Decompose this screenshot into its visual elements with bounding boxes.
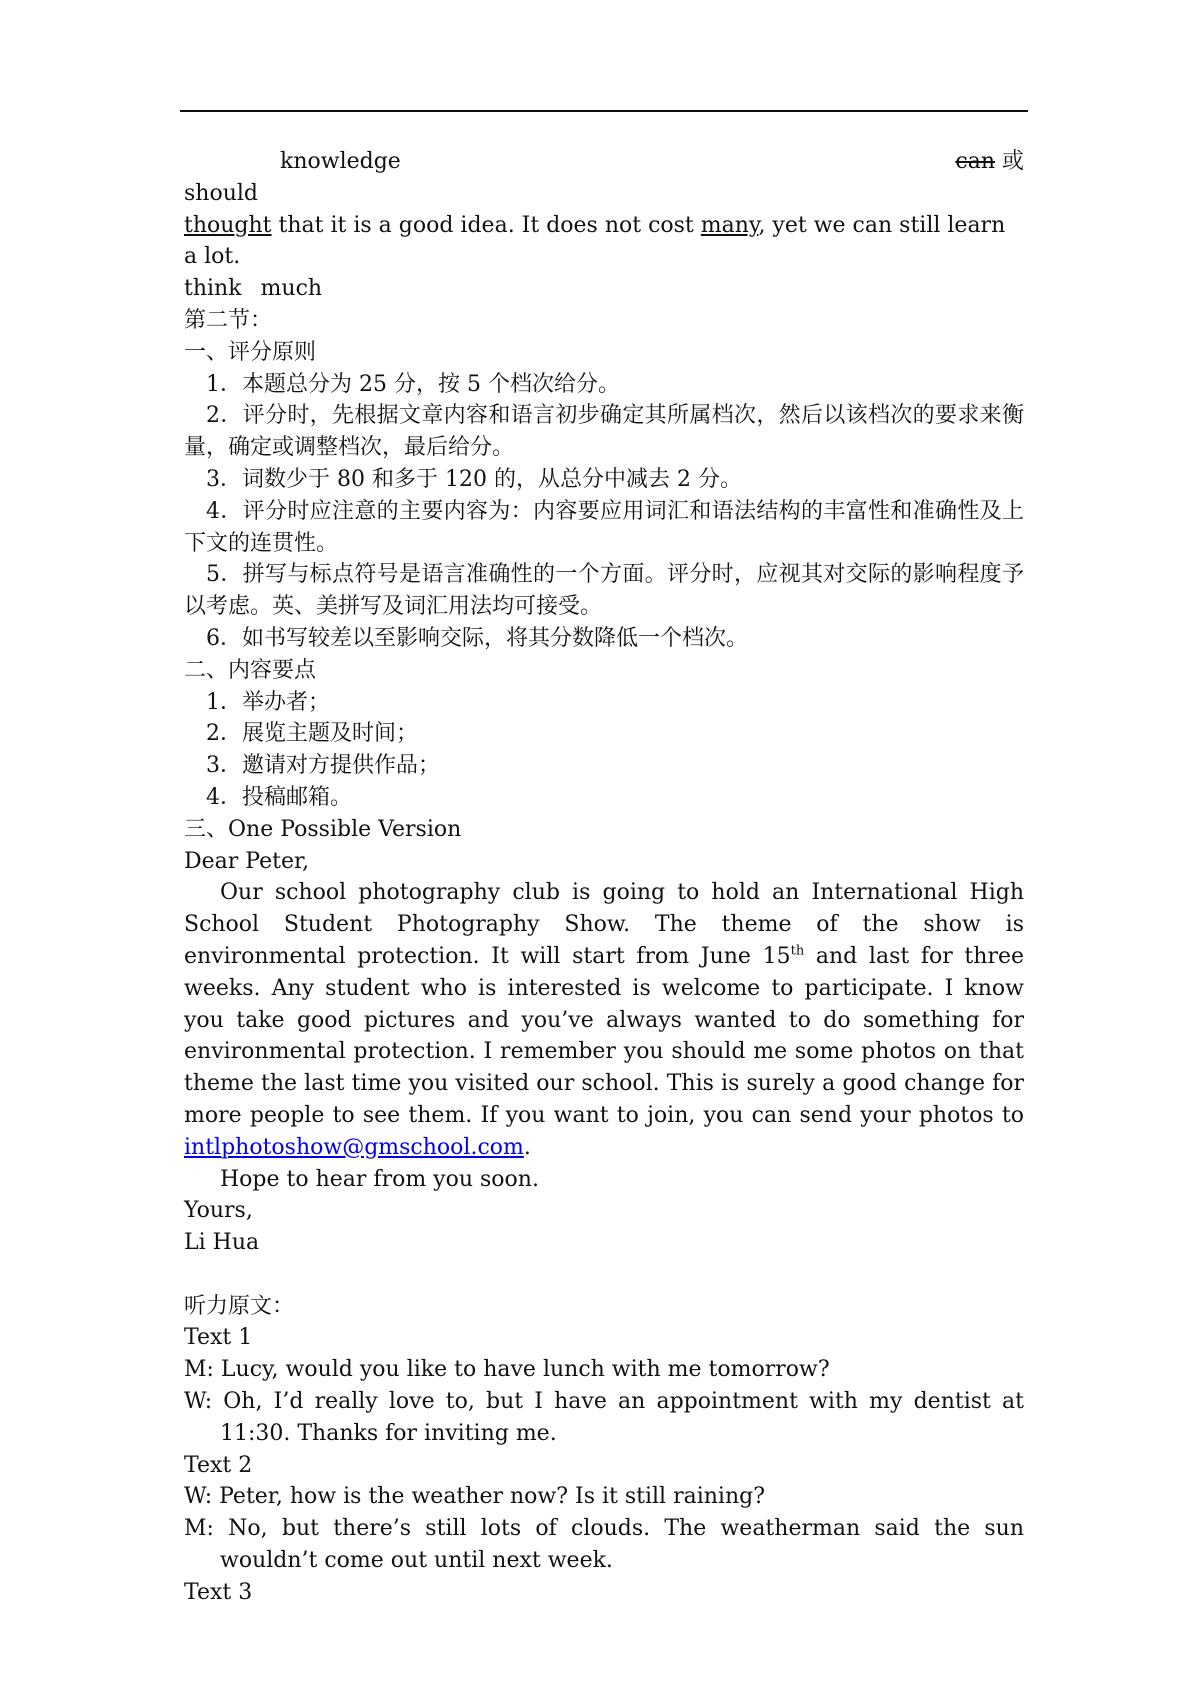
spacer: [184, 1259, 1024, 1291]
dialogue-line: M: Lucy, would you like to have lunch with me tomorrow?: [184, 1357, 830, 1383]
letter-closing-line: Hope to hear from you soon.: [220, 1166, 539, 1192]
letter-salutation: Dear Peter,: [184, 848, 310, 874]
correction-row: [184, 146, 1024, 178]
point-item: 2．展览主题及时间；: [206, 721, 418, 747]
page-content: [184, 146, 1024, 1609]
correction-alt: [955, 146, 1024, 178]
listening-heading: 听力原文：: [184, 1293, 295, 1319]
points-heading: 二、内容要点: [184, 657, 317, 683]
principle-item: 4．评分时应注意的主要内容为：内容要应用词汇和语法结构的丰富性和准确性及上下文的连贯性。: [184, 498, 1024, 556]
section2-heading: 第二节：: [184, 307, 273, 333]
principle-item: 5．拼写与标点符号是语言准确性的一个方面。评分时，应视其对交际的影响程度予以考虑。英、美拼写及词汇用法均可接受。: [184, 562, 1024, 620]
letter-signature: Li Hua: [184, 1230, 260, 1256]
version-heading: 三、One Possible Version: [184, 816, 462, 842]
point-item: 3．邀请对方提供作品；: [206, 753, 440, 779]
dialogue-line: W: Oh, I’d really love to, but I have an appointment with my dentist at 11:30. Thanks for inviting me.: [184, 1389, 1024, 1446]
point-item: 1．举办者；: [206, 689, 330, 715]
dialogue-line: W: Peter, how is the weather now? Is it still raining?: [184, 1484, 766, 1510]
correction-line: thought that it is a good idea. It does not cost many, yet we can still learn a lot.: [184, 212, 1006, 270]
text-label: Text 2: [184, 1452, 253, 1478]
correction-word: knowledge: [280, 149, 401, 174]
ordinal-suffix: th: [790, 943, 805, 959]
principle-item: 2．评分时，先根据文章内容和语言初步确定其所属档次，然后以该档次的要求来衡量，确定或调整档次，最后给分。: [184, 403, 1024, 461]
error-word-thought: thought: [184, 212, 272, 238]
text-label: Text 3: [184, 1579, 253, 1605]
principle-item: 3．词数少于 80 和多于 120 的，从总分中减去 2 分。: [206, 466, 742, 492]
text-label: Text 1: [184, 1325, 253, 1351]
email-link[interactable]: intlphotoshow@gmschool.com: [184, 1134, 524, 1160]
letter-closing: Yours,: [184, 1198, 253, 1224]
correction-fixes: think much: [184, 276, 323, 302]
struck-word: can: [955, 149, 995, 174]
letter-body: Our school photography club is going to hold an International High School Student Photography Show. The theme of the show is environmental protection. It will start from June 15th and last for three weeks. Any student who is interested is welcome to participate. I know you take good pictures and you’ve always wanted to do something for environmental protection. I remember you should me some photos on that theme the last time you visited our school. This is surely a good change for more people to see them. If you want to join, you can send your photos to intlphotoshow@gmschool.com.: [184, 880, 1024, 1160]
principle-item: 6．如书写较差以至影响交际，将其分数降低一个档次。: [206, 625, 748, 651]
or-word: 或: [1001, 149, 1024, 174]
dialogue-line: M: No, but there’s still lots of clouds. The weatherman said the sun wouldn’t come out until next week.: [184, 1516, 1024, 1574]
error-word-many: many: [700, 212, 759, 238]
principles-heading: 一、评分原则: [184, 339, 317, 365]
header-rule: [180, 110, 1028, 112]
principle-item: 1．本题总分为 25 分，按 5 个档次给分。: [206, 371, 620, 397]
point-item: 4．投稿邮箱。: [206, 784, 352, 810]
correction-replacement: should: [184, 180, 258, 206]
